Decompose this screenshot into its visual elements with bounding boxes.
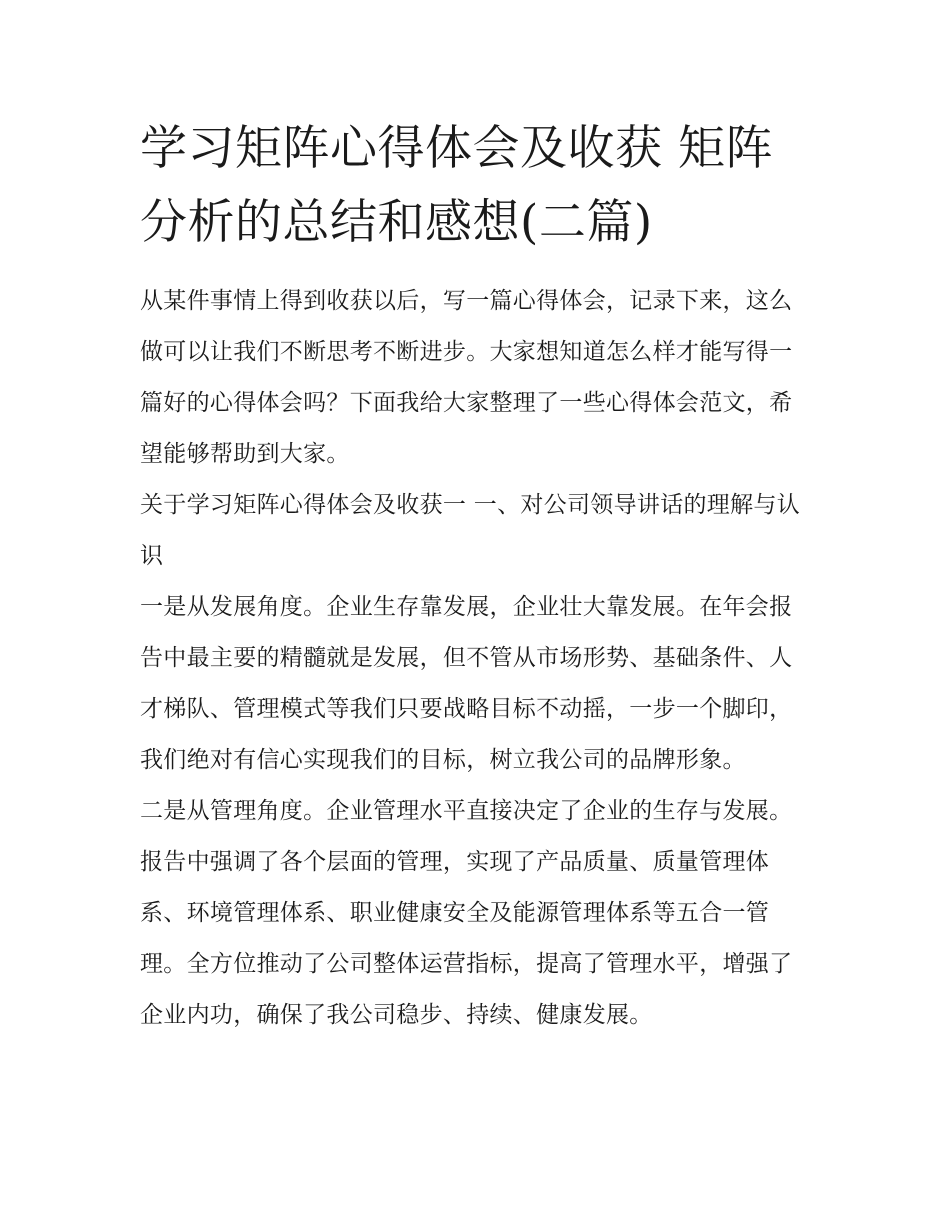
- intro-paragraph: 从某件事情上得到收获以后，写一篇心得体会，记录下来，这么做可以让我们不断思考不断进步。大家想知道怎么样才能写得一篇好的心得体会吗？下面我给大家整理了一些心得体会范文，希望能够帮助到大家。: [140, 288, 793, 467]
- development-paragraph: 一是从发展角度。企业生存靠发展，企业壮大靠发展。在年会报告中最主要的精髓就是发展，但不管从市场形势、基础条件、人才梯队、管理模式等我们只要战略目标不动摇，一步一个脚印，我们绝对有信心实现我们的目标，树立我公司的品牌形象。: [140, 594, 793, 773]
- document-page: [140, 112, 812, 1041]
- management-paragraph: 二是从管理角度。企业管理水平直接决定了企业的生存与发展。报告中强调了各个层面的管理，实现了产品质量、质量管理体系、环境管理体系、职业健康安全及能源管理体系等五合一管理。全方位推动了公司整体运营指标，提高了管理水平，增强了企业内功，确保了我公司稳步、持续、健康发展。: [140, 798, 793, 1028]
- section-heading: 关于学习矩阵心得体会及收获一 一、对公司领导讲话的理解与认识: [140, 492, 801, 569]
- document-title: 学习矩阵心得体会及收获 矩阵分析的总结和感想(二篇): [140, 121, 773, 250]
